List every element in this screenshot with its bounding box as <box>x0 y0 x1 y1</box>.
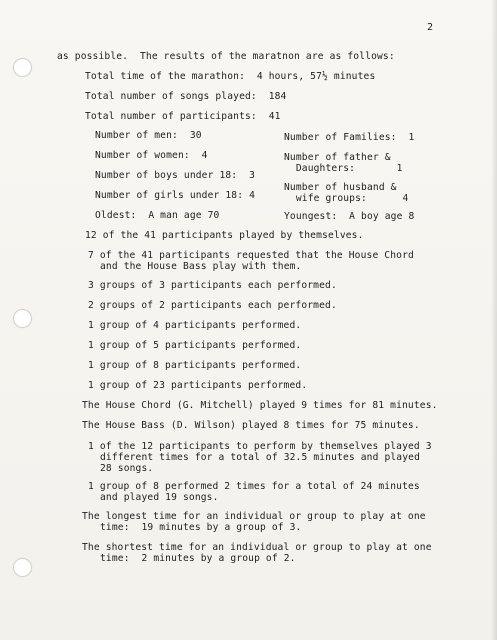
page-number: 2 <box>427 22 434 33</box>
house-bass-stat: The House Bass (D. Wilson) played 8 times for 75 minutes. <box>82 420 420 431</box>
longest-time-1: The longest time for an individual or group to play at one <box>82 511 426 522</box>
page-edge-shadow <box>491 0 497 640</box>
group-repeat-2: and played 19 songs. <box>100 492 219 503</box>
youngest-participant: Youngest: A boy age 8 <box>284 211 415 222</box>
solo-repeat-2: different times for a total of 32.5 minutes and played <box>100 452 420 463</box>
binder-hole-top <box>13 58 32 77</box>
solo-repeat-1: 1 of the 12 participants to perform by themselves played 3 <box>88 441 432 452</box>
house-band-requests-1: 7 of the 41 participants requested that the House Chord <box>88 250 414 261</box>
girls-count: Number of girls under 18: 4 <box>95 190 255 201</box>
group-of-8: 1 group of 8 participants performed. <box>88 360 302 371</box>
total-participants: Total number of participants: 41 <box>85 111 281 122</box>
solo-repeat-3: 28 songs. <box>100 463 154 474</box>
families-count: Number of Families: 1 <box>284 132 415 143</box>
husband-wife-label: Number of husband & <box>284 182 397 193</box>
shortest-time-1: The shortest time for an individual or group to play at one <box>82 542 432 553</box>
father-daughters-count: Daughters: 1 <box>284 163 403 174</box>
oldest-participant: Oldest: A man age 70 <box>95 210 220 221</box>
group-of-5: 1 group of 5 participants performed. <box>88 340 302 351</box>
intro-line: as possible. The results of the maratnon are as follows: <box>57 51 395 62</box>
binder-hole-bottom <box>13 558 32 577</box>
group-of-4: 1 group of 4 participants performed. <box>88 320 302 331</box>
boys-count: Number of boys under 18: 3 <box>95 170 255 181</box>
house-band-requests-2: and the House Bass play with them. <box>100 261 302 272</box>
shortest-time-2: time: 2 minutes by a group of 2. <box>100 553 296 564</box>
groups-of-2: 2 groups of 2 participants each performed. <box>88 300 337 311</box>
group-repeat-1: 1 group of 8 performed 2 times for a total of 24 minutes <box>88 481 420 492</box>
total-time: Total time of the marathon: 4 hours, 57½ minutes <box>85 71 376 82</box>
solo-performers: 12 of the 41 participants played by themselves. <box>85 230 364 241</box>
groups-of-3: 3 groups of 3 participants each performed. <box>88 280 337 291</box>
husband-wife-count: wife groups: 4 <box>284 193 409 204</box>
father-daughters-label: Number of father & <box>284 152 391 163</box>
total-songs: Total number of songs played: 184 <box>85 91 287 102</box>
house-chord-stat: The House Chord (G. Mitchell) played 9 times for 81 minutes. <box>82 400 438 411</box>
binder-hole-middle <box>13 309 32 328</box>
women-count: Number of women: 4 <box>95 150 208 161</box>
men-count: Number of men: 30 <box>95 130 202 141</box>
group-of-23: 1 group of 23 participants performed. <box>88 380 308 391</box>
longest-time-2: time: 19 minutes by a group of 3. <box>100 522 302 533</box>
